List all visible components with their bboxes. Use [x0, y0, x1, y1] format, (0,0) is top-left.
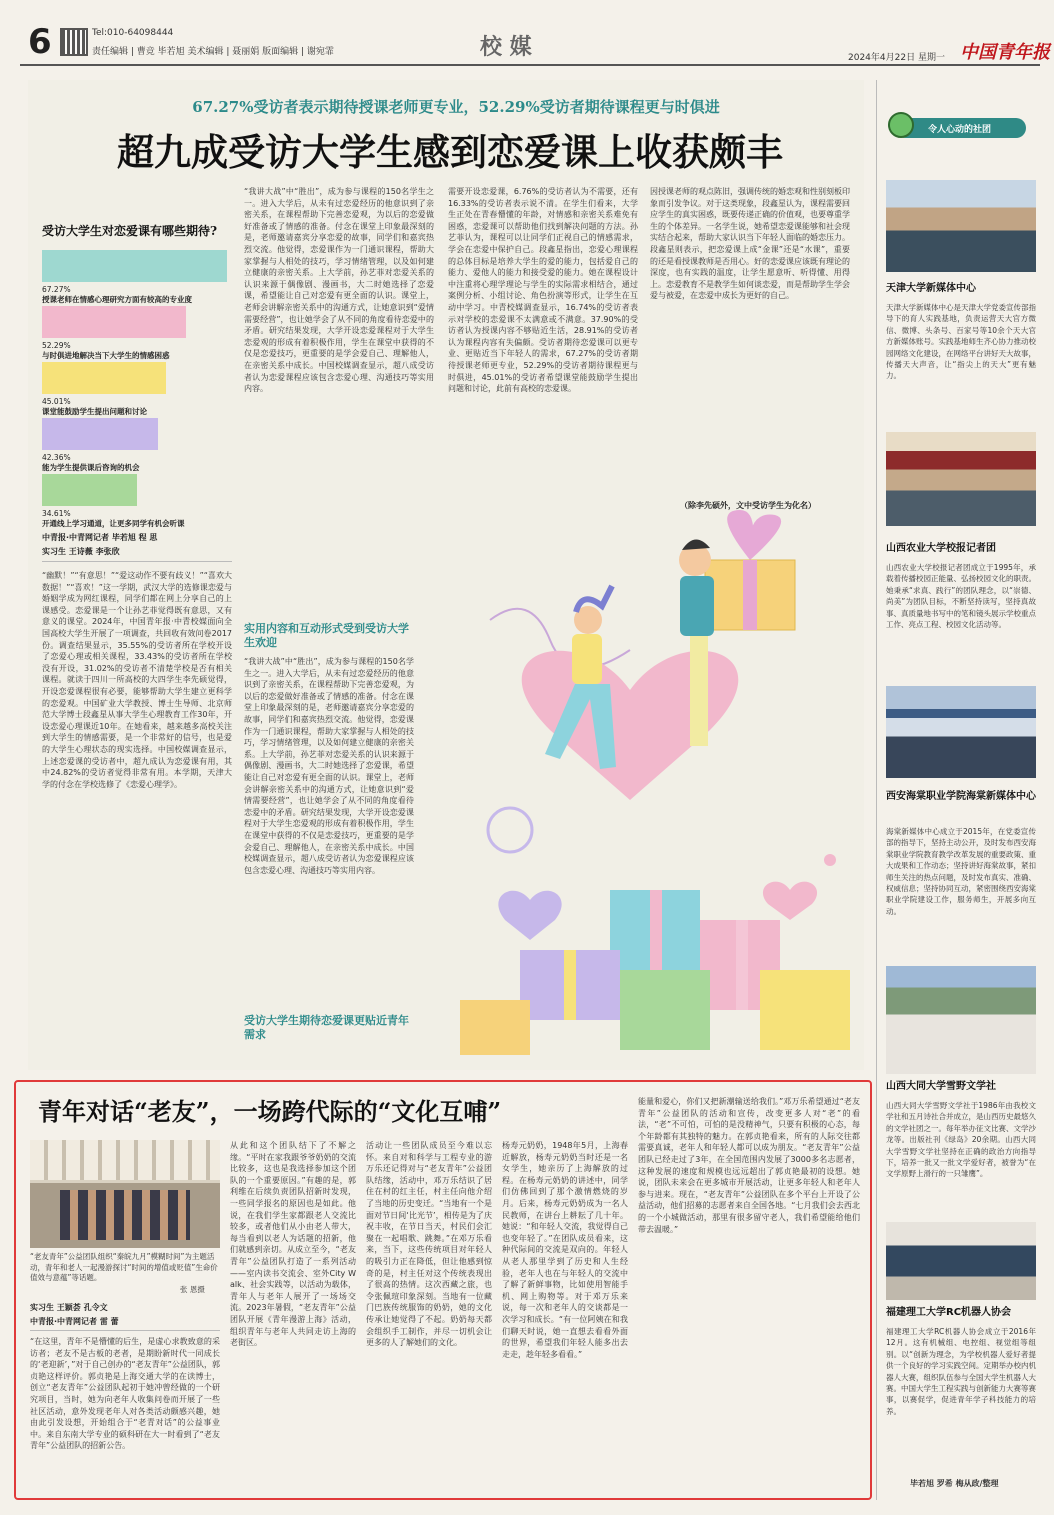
- man-shirt: [680, 576, 714, 636]
- sidebar-header: [896, 118, 1026, 138]
- sidebar-photo-5: [886, 1222, 1036, 1300]
- sidebar-item-4-text: 山西大同大学雪野文学社于1986年由我校文学社和五月诗社合并成立，是山西历史最悠久的文学社团之一。每年举办征文比赛、文学沙龙等。出版社刊《绿岛》20余期。山西大同大学雪野文学社坚持在正确的政治方向指导下，培养一批又一批文学爱好者，被誉为“在文学原野上滑行的一只雏鹰”。: [886, 1101, 1036, 1179]
- main-body-col1: “幽默！”“有意思！”“爱这动作不要有歧义！”“喜欢大数据！”“喜欢！”这一学期，武汉大学的选修课恋爱与婚姻学成为网红课程，同学们都在网上分享自己的上课感受。恋爱课是一个让孙艺菲觉得既有意思，又有意义的课堂。2024年，中国青年报·中青校媒面向全国高校大学生开展了一项调查，共回收有效问卷2017份。调查结果显示，35.55%的受访者所在学校开设了恋爱心理或相关课程，33.43%的受访者所在学校没有开设，31.02%的受访者不清楚学校是否有相关课程。就读于四川一所高校的大四学生李先硕觉得，开设恋爱课程很有必要，能够帮助大学生建立更科学的恋爱观。中国矿业大学教授、博士生导师、北京师范大学博士段鑫星从事大学生心理教育工作30年，开设恋爱心理课近10年。在她看来，越来越多高校关注到大学生的情感需要，是一个非常好的信号，也是爱的大学生心理状态的现实选择。中国校媒调查显示，上述恋爱课的受访者中，超九成认为恋爱课有用，其中24.82%的受访者觉得非常有用。本学期，天津大学的付念在学校选修了《恋爱心理学》。: [42, 571, 232, 789]
- chart-bar: [42, 362, 166, 394]
- chart-category-label: 授课老师在情感心理研究方面有较高的专业度: [42, 295, 192, 304]
- chart-category-label: 与时俱进地解决当下大学生的情感困惑: [42, 351, 170, 360]
- sidebar-item-5-text: 福建理工大学RC机器人协会成立于2016年12月。这有机械组、电控组、视觉组等组别。以“创新为理念，为学校机器人爱好者提供一个良好的学习实践空间。定期举办校内机器人大赛，组织队伍参与全国大学生机器人大赛。中国大学生工程实践与创新能力大赛等赛事，以赛促学，促进青年学子科技能力的培养。: [886, 1327, 1036, 1416]
- man-legs: [690, 636, 708, 746]
- second-byline-divider: [30, 1330, 220, 1331]
- second-body-col4: 杨寿元奶奶，1948年5月，上海春近解放，杨寿元奶奶当时还是一名女学生，她亲历了上海解放的过程。在杨寿元奶奶的讲述中，同学们仿佛回到了那个激情燃烧的岁月。后来，杨寿元奶奶成为一名人民教师，在讲台上耕耘了几十年。她说：“和年轻人交流，我觉得自己也变年轻了。”在团队成员看来，这种代际间的交流是双向的。年轻人从老人那里学到了历史和人生经验，老年人也在与年轻人的交流中了解了新鲜事物，比如使用智能手机、网上购物等。对于邓万乐来说，每一次和老年人的交谈都是一次学习和成长。“有一位阿姨在和我们聊天时说，她一直想去看看外面的世界，希望我们年轻人能多出去走走，趁年轻多看看。”: [502, 1141, 628, 1359]
- main-body-col4: 因授课老师的观点陈旧，强调传统的婚恋观和性别刻板印象而引发争议。对于这类现象，段鑫星认为，课程需要回应学生的真实困惑，既要传递正确的价值观，也要尊重学生的个体差异。一名学生说，她希望恋爱课能够和社会现实结合起来，帮助大家认识当下年轻人面临的婚恋压力。段鑫星则表示，把恋爱课上成“金课”还是“水课”，重要的还是看授课教师是否用心。好的恋爱课应该既有理论的深度，也有实践的温度，让学生愿意听、听得懂、用得上。恋爱教育不是教学生如何谈恋爱，而是帮助学生学会爱与被爱，在恋爱中成长为更好的自己。: [650, 187, 850, 301]
- woman-shirt: [572, 634, 602, 684]
- main-kicker: 67.27%受访者表示期待授课老师更专业，52.29%受访者期待课程更与时俱进: [192, 98, 720, 116]
- main-body-col2: “我讲大战”中“胜出”，成为参与课程的150名学生之一。进入大学后，从未有过恋爱经历的他意识到了亲密关系，在课程帮助下完善恋爱观，为以后的恋爱做好准备或了情感的准备。付念在课堂上印象最深刻的是，老师邀请嘉宾分享恋爱的故事，同学们和嘉宾热烈交流。他觉得，恋爱课作为一门通识课程，帮助大家掌握与人相处的技巧，学习情绪管理，以及如何建立健康的亲密关系。上大学前，孙艺菲对恋爱关系的认识来源于偶像剧、漫画书，大二时她选择了恋爱课，希望能让自己对恋爱有更全面的认识。课堂上，老师会讲解亲密关系中的沟通方式，让她意识到“爱情需要经营”，也让她学会了从不同的角度看待恋爱中的矛盾。研究结果发现，大学开设恋爱课程对于大学生恋爱观的形成有着积极作用，学生在课堂中获得的不仅是恋爱技巧，更重要的是学会爱自己、理解他人，在亲密关系中成长。中国校媒调查显示，超八成受访者认为恋爱课程应该包含恋爱心理、沟通技巧等实用内容。: [244, 187, 434, 394]
- photo-credit: 张 恩摄: [180, 1285, 205, 1294]
- byline-main-2: 实习生 王诗薇 李张欣: [42, 547, 120, 556]
- sidebar-item-3-title: 西安海棠职业学院海棠新媒体中心: [886, 791, 1036, 802]
- sidebar-divider: [876, 80, 877, 1500]
- sidebar-item-2-text: 山西农业大学校报记者团成立于1995年，承载着传播校园正能量、弘扬校园文化的职责。她秉承“求真、践行”的团队理念，以“崇德、尚美”为团队目标，不断坚持读写，坚持真故事、真质量地书写中的笔和镜头展示学校重点工作、亮点工程、校园文化活动等。: [886, 563, 1036, 630]
- photo-caption: “老友青年”公益团队组织“秦皖九月”模糊时间”为主题活动，青年和老人一起漫游探讨“时间的增值或贬值”生命价值效与意蕴”等话题。: [30, 1252, 218, 1283]
- qr-code-icon: [60, 28, 88, 56]
- issue-date: 2024年4月22日 星期一: [848, 53, 945, 63]
- sidebar-item-2-title: 山西农业大学校报记者团: [886, 543, 996, 554]
- small-heart-icon: [498, 891, 561, 940]
- chart-bar: [42, 250, 227, 282]
- newspaper-logo: 中国青年报: [960, 42, 1050, 63]
- sidebar-credits: 毕若旭 罗希 梅从政/整理: [910, 1479, 999, 1488]
- chart-value-label: 42.36%: [42, 453, 71, 462]
- owl-icon: [888, 112, 914, 138]
- sidebar-photo-3: [886, 686, 1036, 778]
- chart-value-label: 67.27%: [42, 285, 71, 294]
- second-body-col1: “在这里，青年不是懵懂的后生，是虚心求教致意的采访者；老友不是古板的老者，是期盼新时代一同成长的‘老迎新’，”对于自己创办的“老友青年”公益团队，郭贞艳这样评价。郭贞艳是上海交通大学的在读博士，创立“老友青年”公益团队起初于她冲曾经做的一个研究项目，当时，她为向老年人收集问卷而开展了一些社区活动，意外发现老年人对各类活动颇感兴趣，她由此引发设想，开始组合于“老青对话”的公益事业中。来自东南大学专业的硕科研在大一时看到了“老友青年”公益团队的招新公告。: [30, 1337, 220, 1451]
- sidebar-item-4-title: 山西大同大学雪野文学社: [886, 1081, 996, 1092]
- ribbon-bow-icon: [727, 510, 781, 560]
- section-title: 校 媒: [480, 34, 532, 60]
- phone-number: Tel:010-64098444: [92, 28, 174, 38]
- sidebar-item-5-title: 福建理工大学RC机器人协会: [886, 1307, 1012, 1318]
- byline-main-1: 中青报·中青网记者 毕若旭 程 思: [42, 533, 158, 542]
- activity-photo: [30, 1140, 220, 1248]
- chart-title: 受访大学生对恋爱课有哪些期待?: [42, 224, 218, 238]
- masthead-rule: [20, 64, 1040, 66]
- main-subhead-2: 实用内容和互动形式受到受访大学生欢迎: [244, 622, 409, 649]
- chart-category-label: 开通线上学习通道，让更多同学有机会听课: [42, 519, 185, 528]
- chart-value-label: 45.01%: [42, 397, 71, 406]
- main-headline: 超九成受访大学生感到恋爱课上收获颇丰: [117, 130, 783, 174]
- chart-bar: [42, 306, 186, 338]
- chart-category-label: 课堂能鼓励学生提出问题和讨论: [42, 407, 147, 416]
- sidebar-photo-4: [886, 966, 1036, 1074]
- main-note: （除李先硕外，文中受访学生为化名）: [680, 501, 816, 510]
- second-body-col2: 从此和这个团队结下了不解之缘。“平时在家我跟爷爷奶奶的交流比较多，这也是我选择参加这个团队的一个重要原因。”有趣的是，郭利维在后续负责团队招新时发现，一些同学报名的原因也是如此。他说，在我们学生家都跟老人交流比较多，或者他们从小由老人带大，每当看到以老人为话题的招新，他们就感到亲切。从成立至今，“老友青年”公益团队打造了一系列活动——室内读书交流会、室外City Walk、社会实践等，以活动为载体，青年人与老年人展开了一场场交流。2023年暑假，“老友青年”公益团队开展《青年漫游上海》活动，组织青年与老年人共同走访上海的老街区。: [230, 1141, 356, 1348]
- second-byline-2: 中青报·中青网记者 雷 蕾: [30, 1317, 119, 1326]
- chart-bar: [42, 474, 137, 506]
- sidebar-photo-1: [886, 180, 1036, 272]
- sidebar-item-3-text: 海棠新媒体中心成立于2015年，在党委宣传部的指导下，坚持主动公开，及时发布西安海棠职业学院教育教学改革发展的重要政策、重大成果和工作动态；坚持讲好海棠故事，紧扣师生关注的热点问题，及时发布真实、准确、权威信息；坚持协同互动，紧密围绕西安海棠职业学院建设工作，服务师生，开展多向互动。: [886, 827, 1036, 916]
- second-body-col3: 活动让一些团队成员至今难以忘怀。来自对和科学与工程专业的游万乐还记得对与“老友青年”公益团队结缘，活动中，邓万乐结识了居住在村的红主任，村主任向他介绍了当地的历史变迁。“当地有一个是面对节日间‘比光节’，相传是为了庆祝丰收，在节日当天，村民们会汇聚在一起唱歌、跳舞。”在邓万乐看来，当下，这些传统项目对年轻人的吸引力正在降低，但让他感到惊奇的是，村主任对这个传统表现出了很高的热情。这次西藏之旅，也令张佩瑄印象深刻。当地有一位藏门巴族传统服饰的奶奶，她的文化传承让她觉得了不起。奶奶每天都会组织手工制作，并尽一切机会让更多的人了解她们的文化。: [366, 1141, 492, 1348]
- sidebar-header-label: 令人心动的社团: [928, 125, 992, 135]
- sidebar-item-1-title: 天津大学新媒体中心: [886, 283, 976, 294]
- editors-line: 责任编辑 | 曹竞 毕若旭 美术编辑 | 聂丽娟 版面编辑 | 谢宛霏: [92, 47, 334, 57]
- second-body-col5: 能量和爱心，你们又把新潮输送给我们。”邓万乐希望通过“老友青年”公益团队的活动和宣传，改变更多人对“老”的看法，“老”不可怕，可怕的是没精神气，只要有积极的心态，每个年龄都有其独特的魅力。在郭贞艳看来，所有的人际交往都需要真诚，老年人和年轻人都可以成为朋友。“老友青年”公益团队已经走过了3年，在全国范围内发展了3000多名志愿者，这种发展的速度和规模也远远超出了郭贞艳最初的设想。她说，团队未来会在更多城市开展活动，让更多年轻人和老年人参与进来。现在，“老友青年”公益团队在多个平台上开设了公益活动，他们招募的志愿者来自全国各地。“七月我们会去西北的一个小城做活动，那里有很多留守老人，我们希望能给他们带去温暖。”: [638, 1097, 860, 1234]
- chart-value-label: 34.61%: [42, 509, 71, 518]
- byline-divider: [42, 561, 232, 562]
- main-body-col3: 需要开设恋爱课，6.76%的受访者认为不需要，还有16.33%的受访者表示说不清。在学生们看来，大学生正处在青春懵懂的年龄，对情感和亲密关系难免有困惑，恋爱课可以帮助他们找到解决问题的方法。孙艺菲认为，课程可以让同学们正视自己的情感需求，学会在恋爱中保护自己。段鑫星指出，恋爱心理课程的总体目标是培养大学生的爱的能力，包括爱自己的能力、爱他人的能力和接受爱的能力。她在课程设计中注重将心理学理论与学生的实际需求相结合，通过案例分析、小组讨论、角色扮演等形式，让学生在互动中学习。中青校媒调查显示，16.74%的受访者表示对学校的恋爱课不太满意或不满意。37.90%的受访者认为授课内容不够贴近生活，28.91%的受访者认为课程内容有失偏颇。受访者期待恋爱课可以更专业、更贴近当下年轻人的需求，67.27%的受访者期待授课老师更专业，52.29%的受访者期待课程更与时俱进，45.01%的受访者希望课堂能鼓励学生提出问题和讨论，此前有高校的恋爱课。: [448, 187, 638, 394]
- chart-bar: [42, 418, 158, 450]
- sidebar-photo-2: [886, 432, 1036, 526]
- second-byline-1: 实习生 王颖荟 孔令文: [30, 1303, 108, 1312]
- chart-category-label: 能为学生提供课后咨询的机会: [42, 463, 140, 472]
- main-body-col2b: “我讲大战”中“胜出”，成为参与课程的150名学生之一。进入大学后，从未有过恋爱经历的他意识到了亲密关系，在课程帮助下完善恋爱观，为以后的恋爱做好准备或了情感的准备。付念在课堂上印象最深刻的是，老师邀请嘉宾分享恋爱的故事，同学们和嘉宾热烈交流。他觉得，恋爱课作为一门通识课程，帮助大家掌握与人相处的技巧，学习情绪管理，以及如何建立健康的亲密关系。上大学前，孙艺菲对恋爱关系的认识来源于偶像剧、漫画书，大二时她选择了恋爱课，希望能让自己对恋爱有更全面的认识。课堂上，老师会讲解亲密关系中的沟通方式，让她意识到“爱情需要经营”，也让她学会了从不同的角度看待恋爱中的矛盾。研究结果发现，大学开设恋爱课程对于大学生恋爱观的形成有着积极作用，学生在课堂中获得的不仅是恋爱技巧，更重要的是学会爱自己、理解他人，在亲密关系中成长。中国校媒调查显示，超八成受访者认为恋爱课程应该包含恋爱心理、沟通技巧等实用内容。: [244, 657, 414, 875]
- second-headline: 青年对话“老友”，一场跨代际的“文化互哺”: [38, 1097, 502, 1126]
- main-subhead-3: 受访大学生期待恋爱课更贴近青年需求: [244, 1014, 409, 1041]
- chart-value-label: 52.29%: [42, 341, 71, 350]
- masthead: [0, 0, 1054, 64]
- page-number: 6: [28, 22, 52, 62]
- romance-illustration: [460, 500, 860, 1060]
- sidebar-item-1-text: 天津大学新媒体中心是天津大学党委宣传部指导下的育人实践基地，负责运营天大官方微信、微博、头条号、百家号等10余个天大官方新媒体账号。实践基地师生齐心协力推动校园网络文化建设，在网络平台讲好天大故事，传播天大声音，让“指尖上的天大”更有魅力。: [886, 303, 1036, 381]
